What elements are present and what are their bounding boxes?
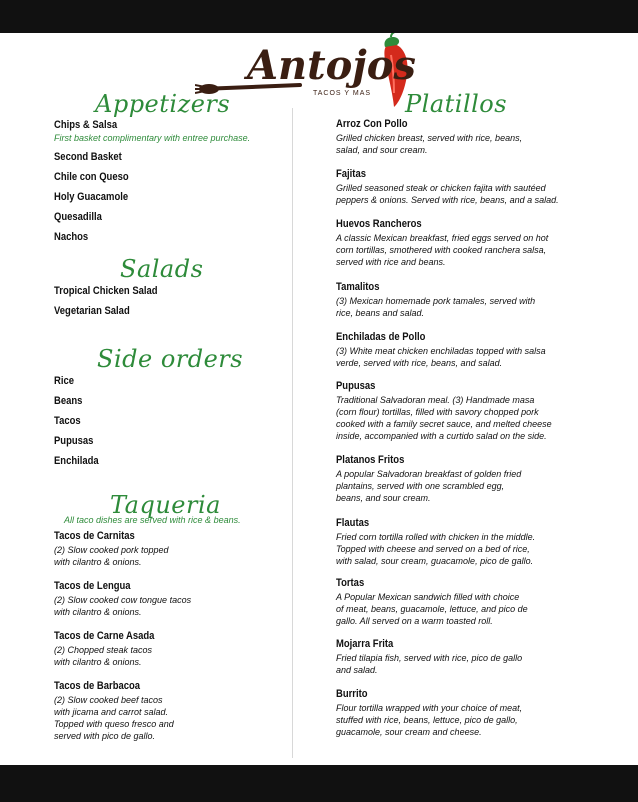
menu-item-tacos-de-lengua: Tacos de Lengua bbox=[54, 580, 131, 592]
fajitas-desc: Grilled seasoned steak or chicken fajita with sautéed peppers & onions. Served with rice, beans, and a salad. bbox=[336, 183, 559, 205]
menu-item-chips-salsa: Chips & Salsa bbox=[54, 119, 118, 131]
enchiladas-de-pollo-desc: (3) White meat chicken enchiladas topped with salsa verde, served with rice, beans, and salad. bbox=[336, 346, 546, 368]
menu-item-chile-con-queso: Chile con Queso bbox=[54, 171, 129, 183]
menu-item-tamalitos: Tamalitos bbox=[336, 281, 380, 293]
taqueria-note: All taco dishes are served with rice & beans. bbox=[64, 515, 241, 525]
menu-item-beans: Beans bbox=[54, 395, 83, 407]
menu-item-tacos-de-carne-asada: Tacos de Carne Asada bbox=[54, 630, 155, 642]
flautas-desc: Fried corn tortilla rolled with chicken in the middle. Topped with cheese and served on a bed of rice, with salad, sour cream, guacamole, pico de gallo. bbox=[336, 532, 536, 566]
menu-item-huevos-rancheros: Huevos Rancheros bbox=[336, 218, 422, 230]
platanos-fritos-desc: A popular Salvadoran breakfast of golden fried plantains, served with one scrambled egg, beans, and sour cream. bbox=[336, 469, 522, 503]
column-divider bbox=[292, 108, 293, 758]
menu-item-tacos: Tacos bbox=[54, 415, 81, 427]
menu-item-enchilada: Enchilada bbox=[54, 455, 99, 467]
menu-item-platanos-fritos: Platanos Fritos bbox=[336, 454, 405, 466]
tacos-de-carnitas-desc: (2) Slow cooked pork topped with cilantro & onions. bbox=[54, 545, 169, 567]
menu-page bbox=[0, 33, 638, 765]
menu-item-flautas: Flautas bbox=[336, 517, 370, 529]
menu-item-fajitas: Fajitas bbox=[336, 168, 366, 180]
mojarra-frita-desc: Fried tilapia fish, served with rice, pico de gallo and salad. bbox=[336, 653, 523, 675]
appetizers-title: Appetizers bbox=[95, 90, 231, 118]
menu-item-nachos: Nachos bbox=[54, 231, 89, 243]
menu-item-pupusas: Pupusas bbox=[336, 380, 376, 392]
huevos-rancheros-desc: A classic Mexican breakfast, fried eggs served on hot corn tortillas, smothered with cooked ranchera salsa, served with rice and beans. bbox=[336, 233, 549, 267]
menu-item-tacos-de-carnitas: Tacos de Carnitas bbox=[54, 530, 135, 542]
menu-item-quesadilla: Quesadilla bbox=[54, 211, 102, 223]
tortas-desc: A Popular Mexican sandwich filled with choice of meat, beans, guacamole, lettuce, and pico de gallo. All served on a warm toasted roll. bbox=[336, 592, 528, 626]
tacos-de-lengua-desc: (2) Slow cooked cow tongue tacos with cilantro & onions. bbox=[54, 595, 192, 617]
taqueria-title: Taqueria bbox=[110, 491, 221, 519]
salads-title: Salads bbox=[120, 255, 204, 283]
brand-name: Antojos bbox=[247, 42, 416, 89]
tacos-de-carne-asada-desc: (2) Chopped steak tacos with cilantro & onions. bbox=[54, 645, 153, 667]
menu-item-rice: Rice bbox=[54, 375, 74, 387]
pupusas-desc: Traditional Salvadoran meal. (3) Handmade masa (corn flour) tortillas, filled with savory chopped pork cooked with a family secret sauce, and melted cheese inside, accompanied with a curtido salad on the side. bbox=[336, 395, 552, 441]
side-orders-title: Side orders bbox=[97, 345, 244, 373]
menu-item-mojarra-frita: Mojarra Frita bbox=[336, 638, 394, 650]
menu-item-holy-guacamole: Holy Guacamole bbox=[54, 191, 129, 203]
tamalitos-desc: (3) Mexican homemade pork tamales, served with rice, beans and salad. bbox=[336, 296, 536, 318]
menu-item-burrito: Burrito bbox=[336, 688, 368, 700]
tacos-de-barbacoa-desc: (2) Slow cooked beef tacos with jicama and carrot salad. Topped with queso fresco and served with pico de gallo. bbox=[54, 695, 174, 741]
arroz-con-pollo-desc: Grilled chicken breast, served with rice, beans, salad, and sour cream. bbox=[336, 133, 523, 155]
menu-item-arroz-con-pollo: Arroz Con Pollo bbox=[336, 118, 408, 130]
menu-item-vegetarian-salad: Vegetarian Salad bbox=[54, 305, 130, 317]
brand-tagline: TACOS Y MAS bbox=[313, 90, 372, 97]
menu-item-enchiladas-de-pollo: Enchiladas de Pollo bbox=[336, 331, 426, 343]
menu-item-tacos-de-barbacoa: Tacos de Barbacoa bbox=[54, 680, 141, 692]
menu-item-tortas: Tortas bbox=[336, 577, 365, 589]
appetizers-note: First basket complimentary with entree purchase. bbox=[54, 133, 251, 143]
menu-item-second-basket: Second Basket bbox=[54, 151, 122, 163]
platillos-title: Platillos bbox=[405, 90, 508, 118]
menu-item-tropical-chicken-salad: Tropical Chicken Salad bbox=[54, 285, 158, 297]
burrito-desc: Flour tortilla wrapped with your choice of meat, stuffed with rice, beans, lettuce, pico de gallo, guacamole, sour cream and cheese. bbox=[336, 703, 523, 737]
menu-item-pupusas-side: Pupusas bbox=[54, 435, 94, 447]
